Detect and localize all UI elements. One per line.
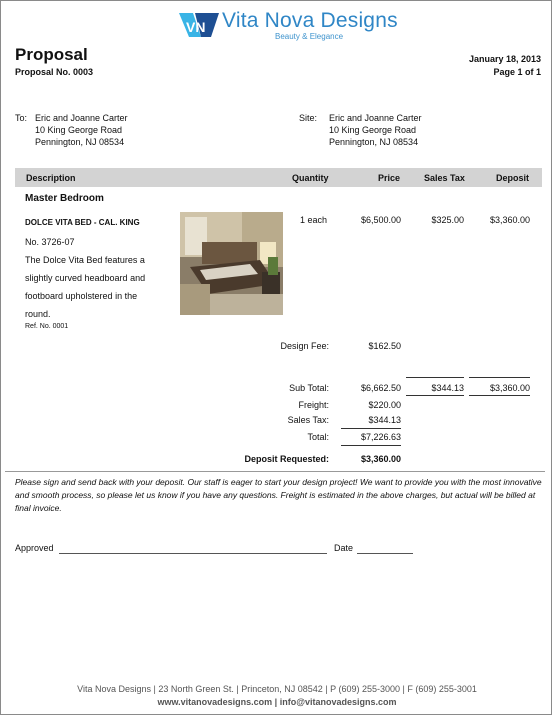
table-header: [15, 168, 542, 187]
item-deposit: $3,360.00: [489, 215, 530, 225]
to-address: [35, 112, 128, 148]
col-quantity: Quantity: [292, 173, 329, 183]
room-name: Master Bedroom: [25, 193, 104, 204]
page-indicator: Page 1 of 1: [493, 67, 541, 77]
logo-icon: [179, 11, 219, 39]
date-label: Date: [334, 543, 354, 553]
item-ref: Ref. No. 0001: [25, 323, 69, 330]
to-line: Pennington, NJ 08534: [35, 137, 125, 147]
approved-label: Approved: [15, 543, 54, 553]
design-fee-value: $162.50: [368, 341, 401, 351]
site-line: Eric and Joanne Carter: [329, 113, 422, 123]
approval-row: [15, 543, 54, 553]
col-price: Price: [378, 173, 401, 183]
total-underline: [341, 445, 401, 446]
section-divider: [5, 471, 545, 472]
sales-tax-value: $344.13: [368, 415, 401, 425]
date-line[interactable]: [357, 553, 413, 554]
site-line: 10 King George Road: [329, 125, 417, 135]
col-sales-tax: Sales Tax: [424, 173, 465, 183]
date-field: [334, 543, 353, 553]
item-name: DOLCE VITA BED - CAL. KING: [25, 218, 140, 227]
tax-underline: [406, 395, 464, 396]
item-details: [25, 233, 160, 323]
to-label: To:: [15, 113, 28, 123]
tax-rule: [406, 377, 464, 378]
freight-value: $220.00: [368, 400, 401, 410]
total-label: Total:: [307, 432, 329, 442]
site-address: [329, 112, 422, 148]
company-tagline: Beauty & Elegance: [275, 32, 344, 41]
closing-note: Please sign and send back with your deposit. Our staff is eager to start your design project! We want to provide you with the most innovative and smooth process, so please let us know if you have any questions. Freight is estimated in the above charges, but actual will be billed at final invoice.: [15, 477, 542, 513]
subtotal-label: Sub Total:: [289, 383, 329, 393]
footer-address: Vita Nova Designs | 23 North Green St. | Princeton, NJ 08542 | P (609) 255-3000 | F (609) 255-3001: [77, 684, 477, 694]
sales-tax-label: Sales Tax:: [287, 415, 329, 425]
proposal-number: Proposal No. 0003: [15, 67, 94, 77]
footer-web: www.vitanovadesigns.com | info@vitanovadesigns.com: [157, 697, 397, 707]
item-sku: No. 3726-07: [25, 237, 75, 247]
freight-label: Freight:: [298, 400, 329, 410]
bedroom-photo: [180, 212, 283, 315]
subtotal-value: $6,662.50: [360, 383, 401, 393]
deposit-requested-label: Deposit Requested:: [244, 454, 329, 464]
svg-text:VN: VN: [186, 19, 206, 35]
doc-title: Proposal: [15, 45, 88, 64]
site-line: Pennington, NJ 08534: [329, 137, 419, 147]
total-value: $7,226.63: [360, 432, 401, 442]
deposit-rule: [469, 377, 530, 378]
deposit-underline: [469, 395, 530, 396]
signature-line[interactable]: [59, 553, 327, 554]
subtotal-deposit: $3,360.00: [489, 383, 530, 393]
item-sales-tax: $325.00: [431, 215, 464, 225]
col-description: Description: [26, 173, 76, 183]
col-deposit: Deposit: [496, 173, 530, 183]
company-name: Vita Nova Designs: [222, 9, 398, 32]
item-quantity: 1 each: [299, 215, 327, 225]
total-rule: [341, 428, 401, 429]
to-line: 10 King George Road: [35, 125, 123, 135]
item-price: $6,500.00: [360, 215, 401, 225]
site-label: Site:: [299, 113, 318, 123]
design-fee-label: Design Fee:: [280, 341, 329, 351]
subtotal-tax: $344.13: [431, 383, 464, 393]
doc-date: January 18, 2013: [468, 54, 541, 64]
item-description: The Dolce Vita Bed features a slightly curved headboard and footboard upholstered in the round.: [25, 255, 146, 319]
to-line: Eric and Joanne Carter: [35, 113, 128, 123]
deposit-requested-value: $3,360.00: [360, 454, 401, 464]
